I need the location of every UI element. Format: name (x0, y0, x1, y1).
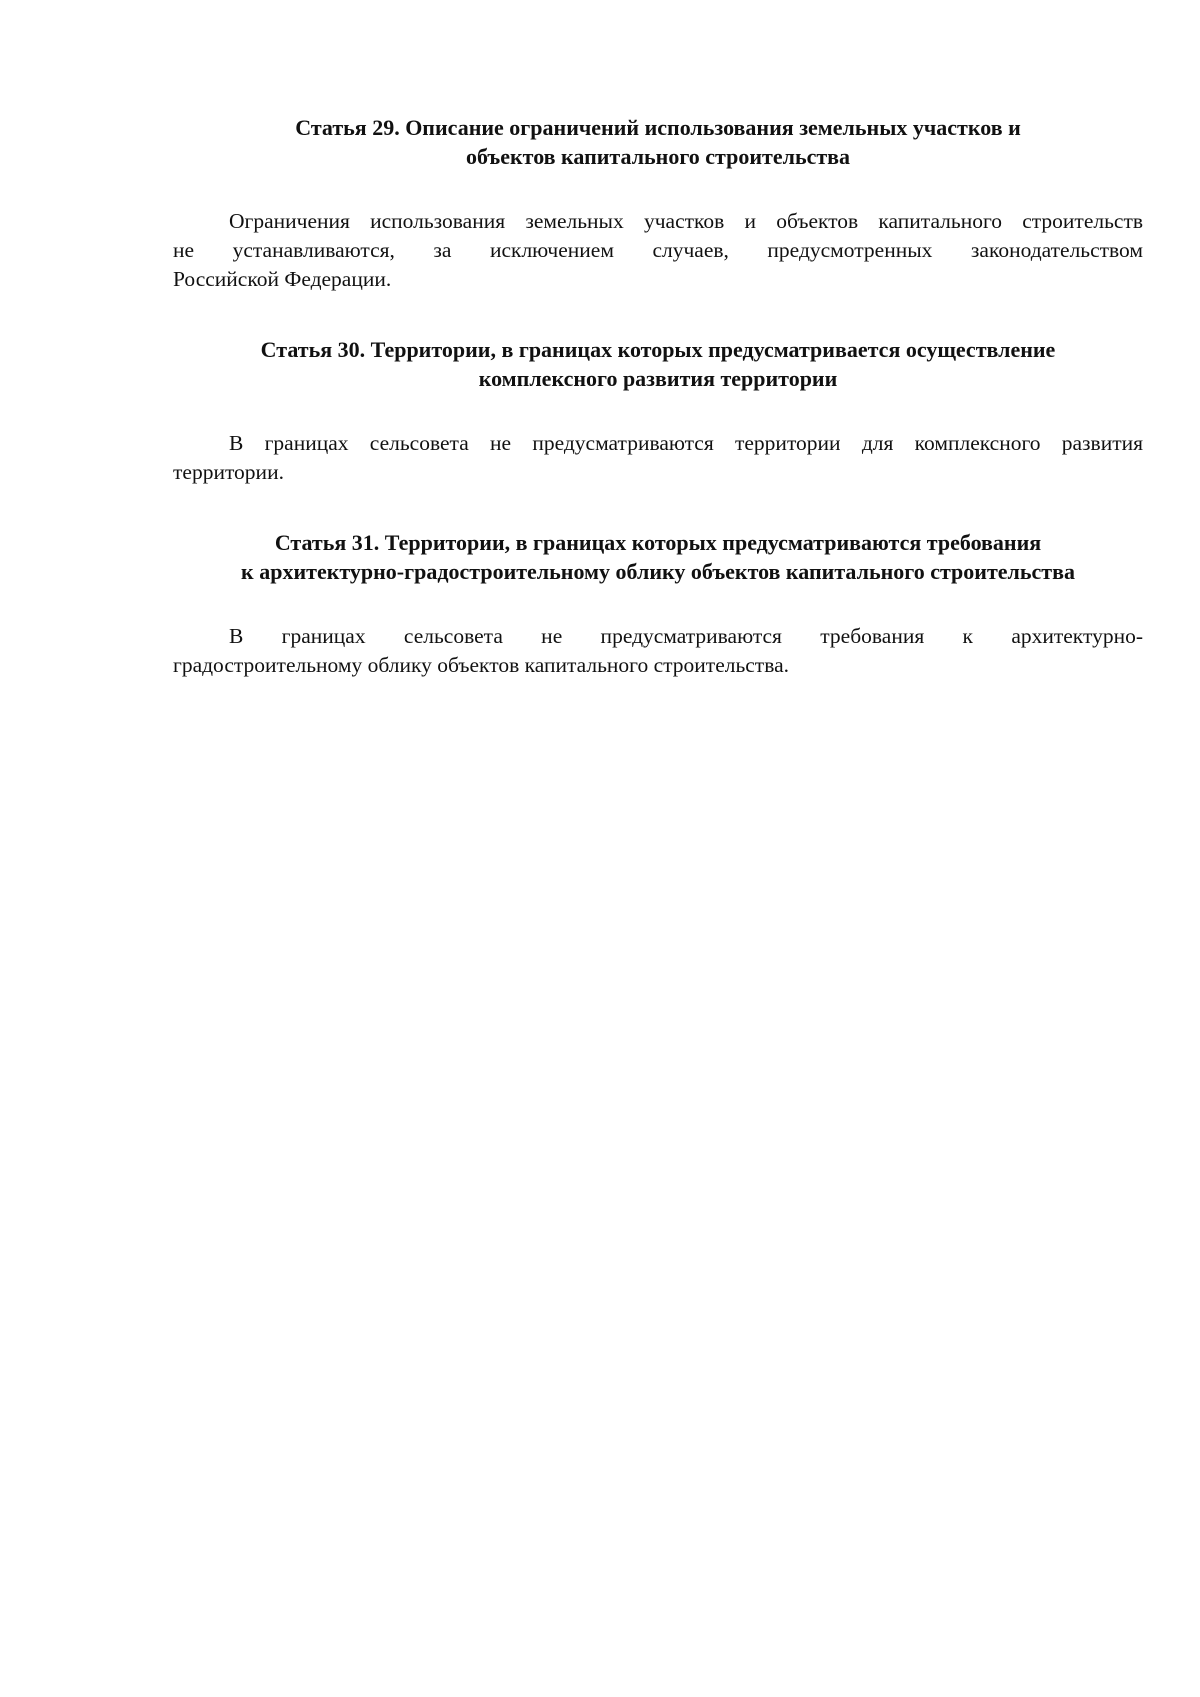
article-30-body-line-1: В границах сельсовета не предусматриваются территории для комплексного развития (229, 431, 1143, 455)
article-29-heading-line-2: объектов капитального строительства (465, 144, 851, 169)
article-30-body (173, 429, 1143, 487)
document-page (173, 113, 1143, 680)
article-29-heading-line-1: Статья 29. Описание ограничений использования земельных участков и (295, 115, 1021, 140)
article-31-body (173, 622, 1143, 680)
article-30-heading-line-2: комплексного развития территории (478, 366, 838, 391)
article-31-body-line-2: градостроительному облику объектов капитального строительства. (173, 653, 789, 677)
article-31-heading-line-1: Статья 31. Территории, в границах которых предусматриваются требования (274, 530, 1042, 555)
article-29-heading (173, 113, 1143, 171)
article-31-body-line-1: В границах сельсовета не предусматриваются требования к архитектурно- (229, 624, 1143, 648)
article-30-body-line-2: территории. (173, 460, 284, 484)
article-30-heading-line-1: Статья 30. Территории, в границах которых предусматривается осуществление (260, 337, 1056, 362)
article-30-heading (173, 335, 1143, 393)
article-29-body-line-1: Ограничения использования земельных участков и объектов капитального строительств (229, 209, 1143, 233)
article-29-body-line-2: не устанавливаются, за исключением случаев, предусмотренных законодательством (173, 238, 1143, 262)
article-29-body (173, 207, 1143, 294)
article-31-heading (173, 528, 1143, 586)
article-31-heading-line-2: к архитектурно-градостроительному облику объектов капитального строительства (241, 559, 1075, 584)
article-29-body-line-3: Российской Федерации. (173, 267, 392, 291)
